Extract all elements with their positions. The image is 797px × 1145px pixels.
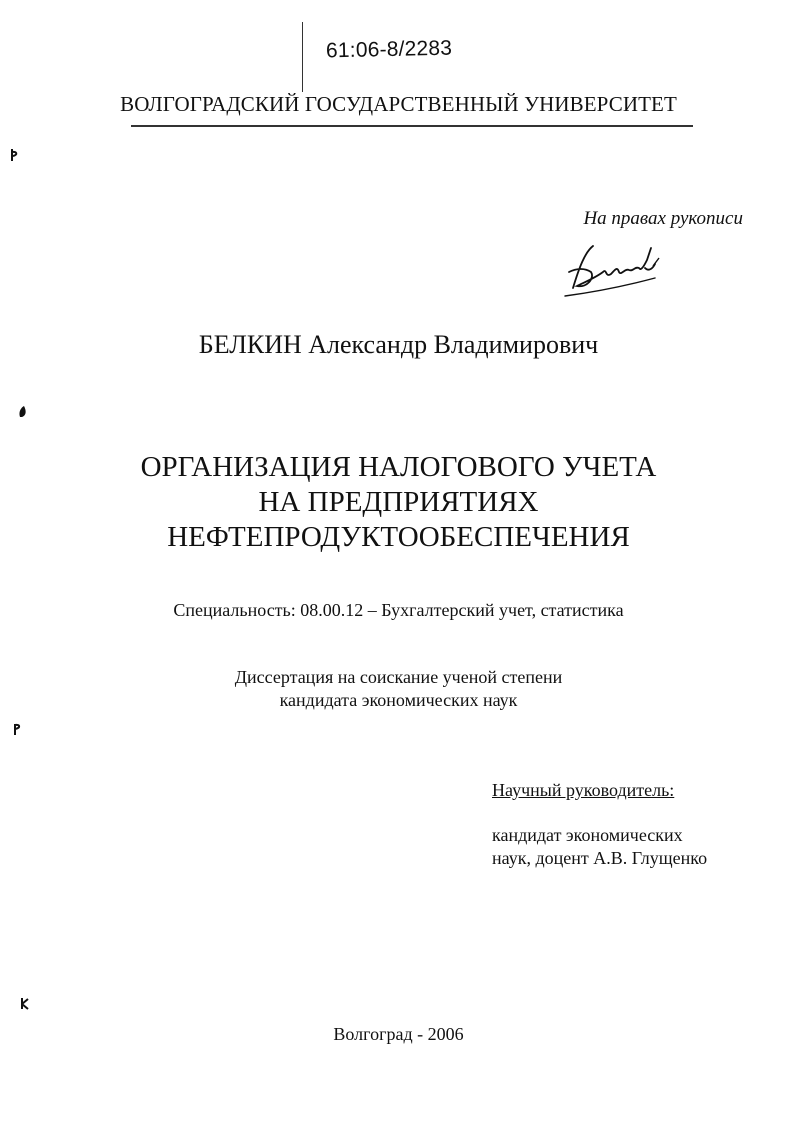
degree-line: Диссертация на соискание ученой степени [234, 667, 563, 687]
supervisor-line: кандидат экономических [492, 825, 683, 845]
dissertation-title [0, 450, 797, 555]
author-signature [555, 238, 675, 304]
scan-mark-icon [12, 722, 22, 736]
university-name: ВОЛГОГРАДСКИЙ ГОСУДАРСТВЕННЫЙ УНИВЕРСИТЕТ [120, 92, 677, 116]
scan-mark-icon [10, 148, 20, 162]
supervisor-label: Научный руководитель: [492, 780, 675, 800]
title-line: ОРГАНИЗАЦИЯ НАЛОГОВОГО УЧЕТА [140, 451, 657, 483]
header-divider [131, 125, 693, 127]
scan-mark-icon [20, 996, 30, 1010]
scan-mark-icon [18, 405, 28, 419]
city-year: Волгоград - 2006 [333, 1024, 464, 1044]
specialty: Специальность: 08.00.12 – Бухгалтерский учет, статистика [173, 600, 624, 620]
archive-code: 61:06-8/2283 [325, 36, 453, 63]
supervisor-details [492, 824, 707, 870]
title-line: НА ПРЕДПРИЯТИЯХ [258, 486, 539, 518]
manuscript-rights-note: На правах рукописи [583, 208, 743, 229]
supervisor-line: наук, доцент А.В. Глущенко [492, 848, 708, 868]
degree-description [0, 666, 797, 712]
author-name: БЕЛКИН Александр Владимирович [198, 330, 599, 359]
title-line: НЕФТЕПРОДУКТООБЕСПЕЧЕНИЯ [167, 521, 630, 553]
degree-line: кандидата экономических наук [279, 690, 518, 710]
archive-stamp-line [302, 22, 303, 92]
